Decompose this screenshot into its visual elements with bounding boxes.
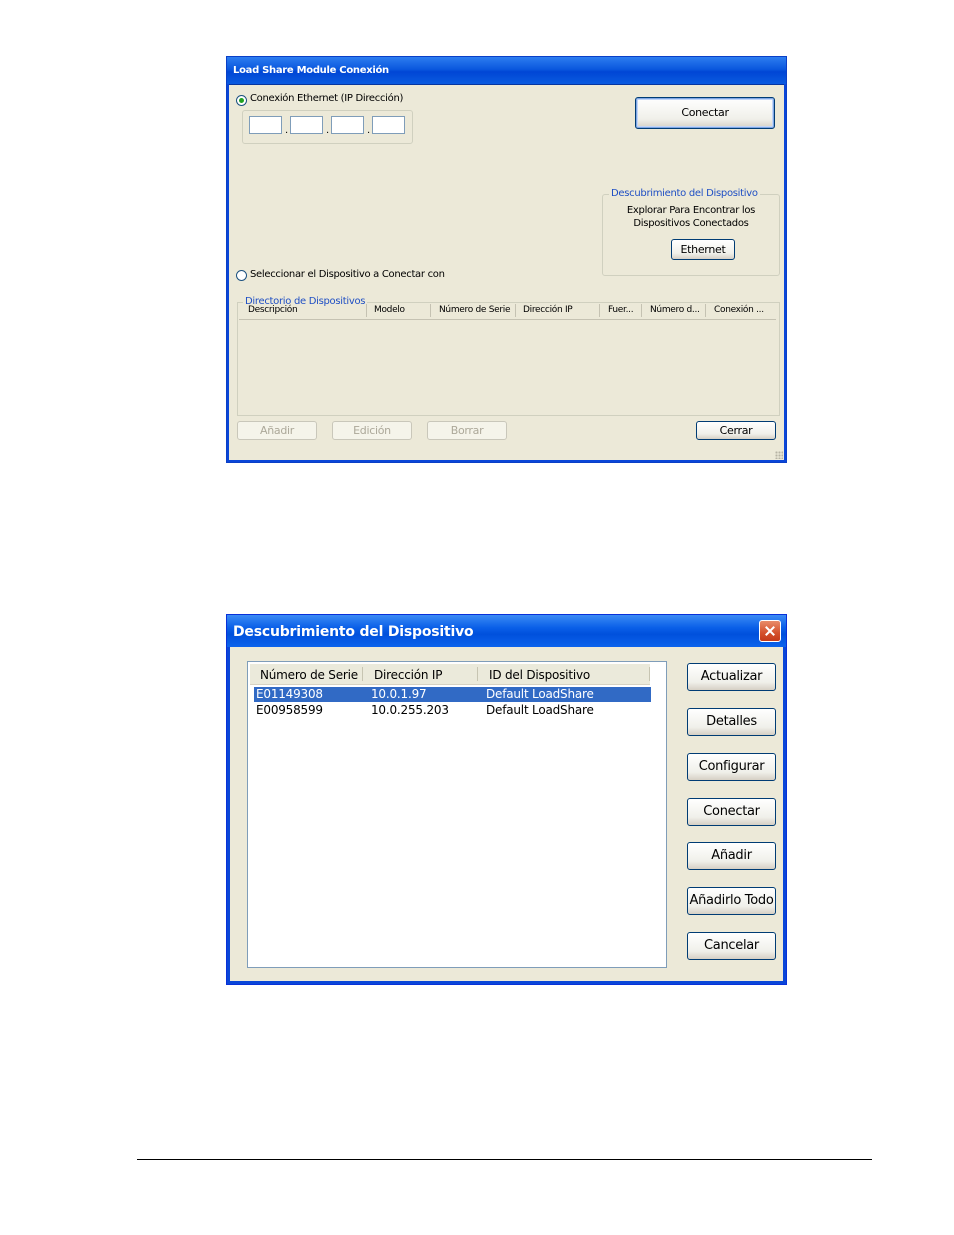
title-bar[interactable] (227, 57, 786, 85)
ip-address-group (242, 110, 413, 144)
connect-button[interactable]: Conectar (635, 97, 775, 129)
column-separator[interactable] (641, 304, 642, 317)
column-separator[interactable] (366, 304, 367, 317)
discovery-text-line2: Dispositivos Conectados (633, 218, 749, 229)
window-frame-left (227, 647, 230, 984)
ethernet-radio-label[interactable]: Conexión Ethernet (IP Dirección) (250, 93, 404, 104)
device-row[interactable] (254, 687, 651, 702)
window-frame-right (784, 84, 786, 462)
ip-octet-4[interactable] (372, 116, 405, 134)
ip-octet-3[interactable] (331, 116, 364, 134)
ip-cell: 10.0.255.203 (371, 703, 449, 717)
window-frame-left (227, 84, 229, 462)
serial-cell: E00958599 (256, 703, 323, 717)
column-header-conexion[interactable]: Conexión ... (714, 305, 764, 315)
device-discovery-group (602, 188, 780, 276)
add-button[interactable]: Añadir (237, 421, 317, 440)
discovered-devices-list[interactable] (247, 661, 667, 968)
add-button[interactable]: Añadir (687, 842, 776, 870)
resize-grip[interactable] (775, 451, 783, 459)
ip-separator: . (326, 125, 330, 136)
column-header-numero-dispositivo[interactable]: Número d... (650, 305, 700, 315)
window-frame-right (783, 647, 786, 984)
title-bar[interactable] (227, 615, 786, 647)
column-header-numero-serie[interactable]: Número de Serie (260, 668, 358, 682)
column-header-modelo[interactable]: Modelo (374, 305, 405, 315)
column-header-fuente[interactable]: Fuer... (608, 305, 634, 315)
device-directory-list[interactable] (237, 296, 780, 416)
device-discovery-legend: Descubrimiento del Dispositivo (611, 188, 758, 199)
select-device-radio-label[interactable]: Seleccionar el Dispositivo a Conectar con (250, 269, 445, 280)
edit-button[interactable]: Edición (332, 421, 412, 440)
ip-separator: . (285, 125, 289, 136)
close-icon[interactable] (759, 620, 781, 642)
column-header-descripcion[interactable]: Descripción (248, 305, 298, 315)
window-title: Load Share Module Conexión (233, 65, 389, 76)
column-header-id-dispositivo[interactable]: ID del Dispositivo (489, 668, 590, 682)
serial-cell: E01149308 (256, 687, 323, 701)
refresh-button[interactable]: Actualizar (687, 663, 776, 691)
column-separator[interactable] (515, 304, 516, 317)
cancel-button[interactable]: Cancelar (687, 932, 776, 960)
window-title: Descubrimiento del Dispositivo (233, 624, 474, 640)
window-frame-bottom (227, 460, 786, 462)
ip-octet-2[interactable] (290, 116, 323, 134)
ip-separator: . (367, 125, 371, 136)
column-header-direccion-ip[interactable]: Dirección IP (374, 668, 443, 682)
column-header-direccion-ip[interactable]: Dirección IP (523, 305, 573, 315)
device-row[interactable] (254, 703, 651, 718)
device-id-cell: Default LoadShare (486, 687, 594, 701)
device-directory-legend: Directorio de Dispositivos (245, 296, 366, 307)
column-separator[interactable] (430, 304, 431, 317)
column-separator[interactable] (649, 667, 650, 681)
details-button[interactable]: Detalles (687, 708, 776, 736)
close-button[interactable]: Cerrar (696, 421, 776, 440)
device-directory-header (239, 303, 776, 320)
ethernet-discovery-button[interactable]: Ethernet (671, 239, 735, 260)
connect-button[interactable]: Conectar (687, 798, 776, 826)
column-separator[interactable] (477, 667, 478, 681)
column-separator[interactable] (362, 667, 363, 681)
page-footer-divider (137, 1159, 872, 1160)
discovered-devices-header (250, 664, 650, 685)
delete-button[interactable]: Borrar (427, 421, 507, 440)
load-share-connection-window (226, 56, 787, 463)
select-device-radio[interactable] (236, 270, 247, 281)
window-frame-bottom (227, 981, 786, 984)
ip-cell: 10.0.1.97 (371, 687, 427, 701)
ip-octet-1[interactable] (249, 116, 282, 134)
configure-button[interactable]: Configurar (687, 753, 776, 781)
device-id-cell: Default LoadShare (486, 703, 594, 717)
column-separator[interactable] (705, 304, 706, 317)
device-discovery-window (226, 614, 787, 985)
column-separator[interactable] (599, 304, 600, 317)
column-header-numero-serie[interactable]: Número de Serie (439, 305, 511, 315)
ethernet-radio[interactable] (236, 95, 247, 106)
add-all-button[interactable]: Añadirlo Todo (687, 887, 776, 915)
discovery-text-line1: Explorar Para Encontrar los (626, 205, 756, 216)
